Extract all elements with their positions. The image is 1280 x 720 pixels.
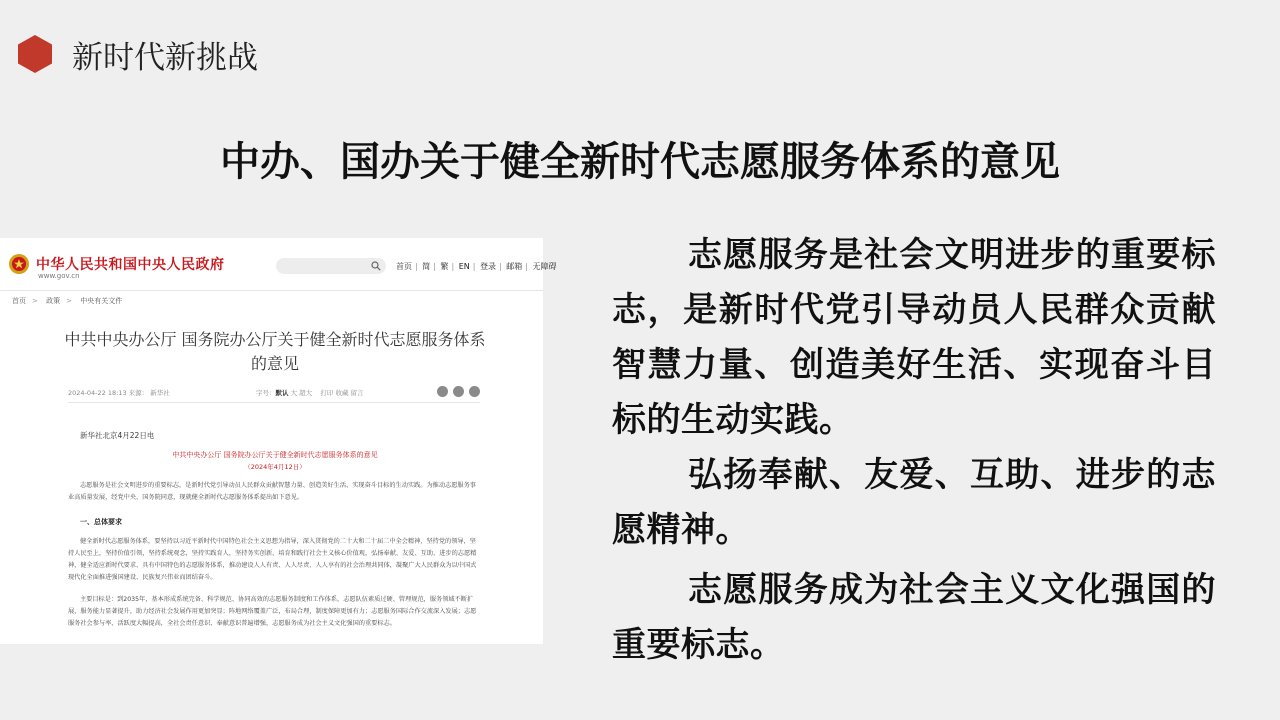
body-text-2: 弘扬奉献、友爱、互助、进步的志愿精神。 [612, 455, 1216, 550]
body-paragraph-3 [612, 563, 1216, 673]
body-text-3: 志愿服务成为社会主义文化强国的重要标志。 [612, 570, 1216, 665]
nav-login[interactable]: 登录 [480, 262, 497, 271]
search-input[interactable] [276, 258, 386, 274]
body-paragraph-2 [612, 448, 1216, 558]
article-meta: 2024-04-22 18:13 来源： 新华社 [68, 389, 170, 397]
article-section-heading: 一、总体要求 [80, 518, 122, 526]
more-share-icon[interactable] [469, 386, 480, 397]
article-tools [256, 388, 364, 397]
divider [68, 402, 480, 403]
site-name: 中华人民共和国中央人民政府 [36, 257, 225, 273]
nav-english[interactable]: EN [458, 262, 470, 271]
breadcrumb-central-docs[interactable]: 中央有关文件 [80, 297, 123, 305]
nav-mail[interactable]: 邮箱 [506, 262, 523, 271]
body-text-1: 志愿服务是社会文明进步的重要标志，是新时代党引导动员人民群众贡献智慧力量、创造美好生活、实现奋斗目标的生动实践。 [612, 235, 1216, 440]
nav-traditional[interactable]: 繁 [440, 262, 449, 271]
document-date: （2024年4月12日） [244, 463, 306, 471]
national-emblem-icon [8, 252, 30, 276]
nav-simplified[interactable]: 简 [422, 262, 431, 271]
wechat-share-icon[interactable] [437, 386, 448, 397]
font-size-options[interactable]: 大 超大 [288, 389, 313, 397]
article-paragraph: 健全新时代志愿服务体系，要坚持以习近平新时代中国特色社会主义思想为指导，深入贯彻党的二十大和二十届二中全会精神，坚持党的领导，坚持人民至上，坚持价值引领，坚持系统观念，坚持实践育人，坚持务实创新，培育和践行社会主义核心价值观，弘扬奉献、友爱、互助、进步的志愿精神，健全适应新时代要求、具有中国特色的志愿服务体系，推动建设人人有责、人人尽责、人人享有的社会治理共同体，凝聚广大人民群众为以中国式现代化全面推进强国建设、民族复兴伟业而团结奋斗。 [68, 538, 477, 581]
body-paragraph-1 [612, 228, 1216, 448]
site-header [0, 238, 557, 291]
section-title: 新时代新挑战 [72, 40, 258, 76]
breadcrumb: 首页 > 政策 > 中央有关文件 [12, 297, 123, 305]
article-paragraph: 主要目标是：到2035年，基本形成系统完备、科学规范、协同高效的志愿服务制度和工作体系，志愿队伍素质过硬、管理规范，服务领域不断扩展，服务能力显著提升，助力经济社会发展作用更加突显；阵地网络覆盖广泛，布局合理，制度保障更加有力；志愿服务国际合作交流深入发展；志愿服务社会参与率、活跃度大幅提高，全社会责任意识、奉献意识普遍增强，志愿服务成为社会主义文化强国的重要标志。 [68, 596, 477, 627]
site-url: www.gov.cn [38, 272, 80, 280]
document-heading: 中共中央办公厅 国务院办公厅关于健全新时代志愿服务体系的意见 [172, 451, 378, 459]
article-paragraph: 志愿服务是社会文明进步的重要标志，是新时代党引导动员人民群众贡献智慧力量、创造美好生活、实现奋斗目标的生动实践。为推动志愿服务事业高质量发展，经党中央、国务院同意，现就健全新时代志愿服务体系提出如下意见。 [68, 482, 476, 501]
dateline: 新华社北京4月22日电 [80, 431, 155, 440]
article-title: 中共中央办公厅 国务院办公厅关于健全新时代志愿服务体系的意见 [64, 330, 486, 373]
nav-home[interactable]: 首页 [396, 262, 412, 271]
font-size-default[interactable]: 默认 [275, 389, 289, 397]
article-actions[interactable]: 打印 收藏 留言 [320, 389, 364, 397]
top-nav: 首页 | 简 | 繁 | EN | 登录 | 邮箱 | 无障碍 [396, 262, 557, 271]
gov-webpage-screenshot [0, 238, 557, 644]
font-size-label: 字号： [256, 389, 276, 397]
weibo-share-icon[interactable] [453, 386, 464, 397]
search-icon[interactable] [371, 261, 381, 271]
hexagon-icon [16, 34, 54, 74]
page-title: 中办、国办关于健全新时代志愿服务体系的意见 [220, 139, 1060, 185]
nav-accessibility[interactable]: 无障碍 [532, 262, 557, 271]
breadcrumb-home[interactable]: 首页 [12, 297, 26, 305]
breadcrumb-policy[interactable]: 政策 [46, 297, 61, 305]
